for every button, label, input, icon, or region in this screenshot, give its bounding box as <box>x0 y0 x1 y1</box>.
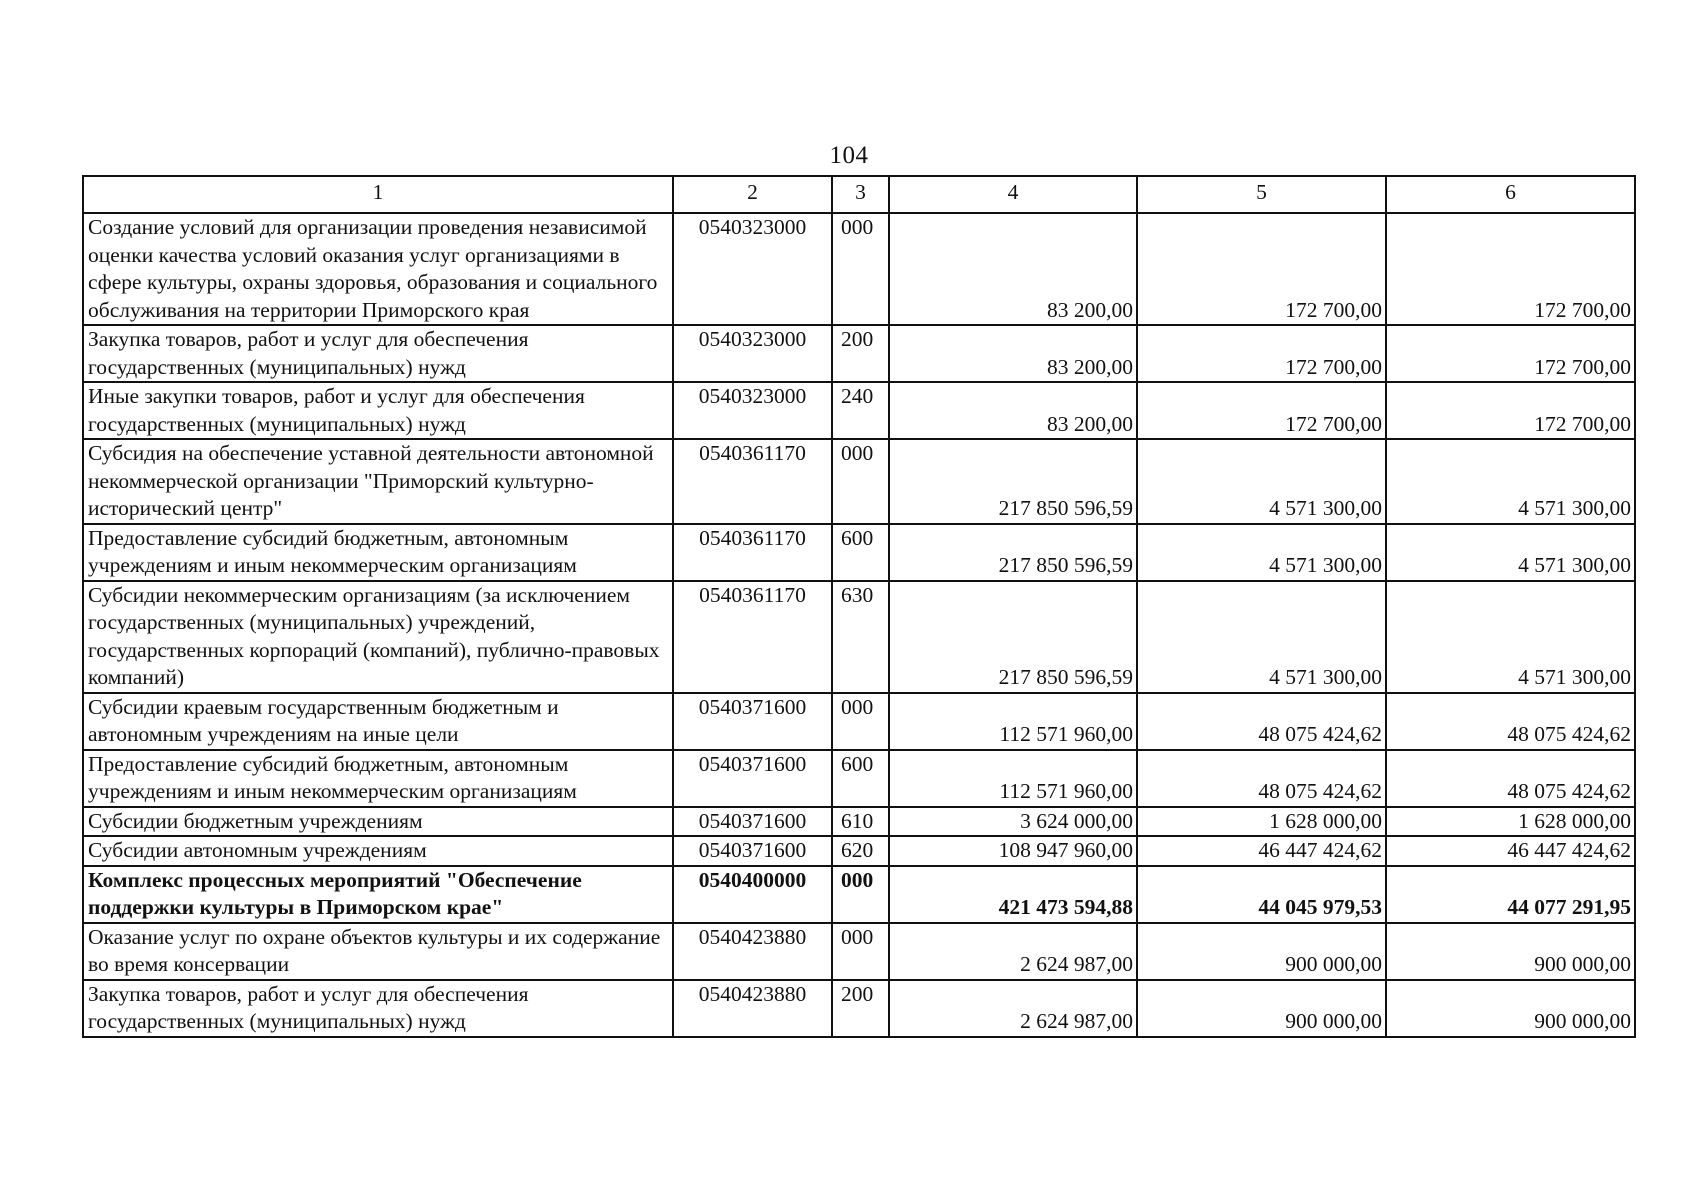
table-row <box>83 693 1635 750</box>
row-expense-type-cell: 600 <box>832 524 889 581</box>
row-code-cell: 0540371600 <box>673 750 832 807</box>
row-amount-col6-cell: 4 571 300,00 <box>1386 581 1635 693</box>
row-name-cell: Субсидии бюджетным учреждениям <box>83 807 673 837</box>
row-name-cell: Субсидии автономным учреждениям <box>83 836 673 866</box>
row-expense-type-cell: 620 <box>832 836 889 866</box>
row-code-cell: 0540323000 <box>673 213 832 325</box>
table-row <box>83 439 1635 524</box>
header-col-1: 1 <box>83 176 673 213</box>
row-amount-col5-cell: 172 700,00 <box>1137 213 1386 325</box>
row-amount-col6-cell: 900 000,00 <box>1386 923 1635 980</box>
row-amount-col5-cell: 4 571 300,00 <box>1137 581 1386 693</box>
table-row <box>83 807 1635 837</box>
row-expense-type-cell: 240 <box>832 382 889 439</box>
row-expense-type-cell: 200 <box>832 325 889 382</box>
row-expense-type-cell: 200 <box>832 980 889 1037</box>
row-amount-col4-cell: 421 473 594,88 <box>889 866 1137 923</box>
row-name-cell: Субсидии некоммерческим организациям (за исключением государственных (муниципальных) учреждений, государственных корпораций (компаний), публично-правовых компаний) <box>83 581 673 693</box>
row-amount-col4-cell: 83 200,00 <box>889 325 1137 382</box>
row-name-cell: Закупка товаров, работ и услуг для обеспечения государственных (муниципальных) нужд <box>83 325 673 382</box>
row-amount-col6-cell: 48 075 424,62 <box>1386 750 1635 807</box>
row-amount-col6-cell: 172 700,00 <box>1386 382 1635 439</box>
row-code-cell: 0540371600 <box>673 836 832 866</box>
table-row <box>83 750 1635 807</box>
header-col-3: 3 <box>832 176 889 213</box>
row-amount-col4-cell: 112 571 960,00 <box>889 693 1137 750</box>
row-amount-col4-cell: 108 947 960,00 <box>889 836 1137 866</box>
page-number: 104 <box>829 142 869 169</box>
row-amount-col4-cell: 2 624 987,00 <box>889 923 1137 980</box>
row-amount-col6-cell: 4 571 300,00 <box>1386 439 1635 524</box>
row-expense-type-cell: 000 <box>832 866 889 923</box>
row-amount-col4-cell: 217 850 596,59 <box>889 581 1137 693</box>
row-expense-type-cell: 000 <box>832 439 889 524</box>
row-amount-col6-cell: 46 447 424,62 <box>1386 836 1635 866</box>
row-code-cell: 0540371600 <box>673 807 832 837</box>
row-amount-col5-cell: 44 045 979,53 <box>1137 866 1386 923</box>
row-amount-col6-cell: 172 700,00 <box>1386 213 1635 325</box>
row-name-cell: Закупка товаров, работ и услуг для обеспечения государственных (муниципальных) нужд <box>83 980 673 1037</box>
row-expense-type-cell: 630 <box>832 581 889 693</box>
row-name-cell: Предоставление субсидий бюджетным, автономным учреждениям и иным некоммерческим организациям <box>83 750 673 807</box>
header-col-2: 2 <box>673 176 832 213</box>
row-code-cell: 0540323000 <box>673 382 832 439</box>
header-col-6: 6 <box>1386 176 1635 213</box>
table-row <box>83 980 1635 1037</box>
row-code-cell: 0540423880 <box>673 980 832 1037</box>
budget-table <box>82 175 1636 1038</box>
row-amount-col6-cell: 1 628 000,00 <box>1386 807 1635 837</box>
row-name-cell: Субсидия на обеспечение уставной деятельности автономной некоммерческой организации "Приморский культурно-исторический центр" <box>83 439 673 524</box>
row-amount-col5-cell: 48 075 424,62 <box>1137 693 1386 750</box>
row-amount-col4-cell: 83 200,00 <box>889 213 1137 325</box>
table-row <box>83 213 1635 325</box>
row-amount-col5-cell: 900 000,00 <box>1137 980 1386 1037</box>
row-expense-type-cell: 000 <box>832 693 889 750</box>
row-code-cell: 0540423880 <box>673 923 832 980</box>
row-code-cell: 0540323000 <box>673 325 832 382</box>
row-expense-type-cell: 610 <box>832 807 889 837</box>
row-amount-col6-cell: 900 000,00 <box>1386 980 1635 1037</box>
row-expense-type-cell: 000 <box>832 923 889 980</box>
row-name-cell: Комплекс процессных мероприятий "Обеспечение поддержки культуры в Приморском крае" <box>83 866 673 923</box>
row-code-cell: 0540400000 <box>673 866 832 923</box>
table-row <box>83 524 1635 581</box>
row-amount-col4-cell: 2 624 987,00 <box>889 980 1137 1037</box>
row-amount-col5-cell: 46 447 424,62 <box>1137 836 1386 866</box>
table-row <box>83 836 1635 866</box>
table-row <box>83 923 1635 980</box>
header-col-4: 4 <box>889 176 1137 213</box>
row-amount-col6-cell: 48 075 424,62 <box>1386 693 1635 750</box>
row-code-cell: 0540371600 <box>673 693 832 750</box>
row-amount-col5-cell: 1 628 000,00 <box>1137 807 1386 837</box>
row-amount-col4-cell: 3 624 000,00 <box>889 807 1137 837</box>
row-amount-col4-cell: 217 850 596,59 <box>889 524 1137 581</box>
row-amount-col4-cell: 83 200,00 <box>889 382 1137 439</box>
row-name-cell: Иные закупки товаров, работ и услуг для обеспечения государственных (муниципальных) нужд <box>83 382 673 439</box>
row-code-cell: 0540361170 <box>673 439 832 524</box>
row-name-cell: Оказание услуг по охране объектов культуры и их содержание во время консервации <box>83 923 673 980</box>
row-amount-col6-cell: 4 571 300,00 <box>1386 524 1635 581</box>
row-code-cell: 0540361170 <box>673 524 832 581</box>
row-expense-type-cell: 600 <box>832 750 889 807</box>
row-amount-col6-cell: 44 077 291,95 <box>1386 866 1635 923</box>
table-row <box>83 325 1635 382</box>
row-amount-col5-cell: 900 000,00 <box>1137 923 1386 980</box>
row-amount-col4-cell: 112 571 960,00 <box>889 750 1137 807</box>
row-amount-col5-cell: 48 075 424,62 <box>1137 750 1386 807</box>
row-name-cell: Субсидии краевым государственным бюджетным и автономным учреждениям на иные цели <box>83 693 673 750</box>
row-amount-col5-cell: 172 700,00 <box>1137 382 1386 439</box>
row-amount-col4-cell: 217 850 596,59 <box>889 439 1137 524</box>
row-name-cell: Создание условий для организации проведения независимой оценки качества условий оказания услуг организациями в сфере культуры, охраны здоровья, образования и социального обслуживания на территории Приморского края <box>83 213 673 325</box>
table-row <box>83 382 1635 439</box>
header-col-5: 5 <box>1137 176 1386 213</box>
table-row <box>83 866 1635 923</box>
table-row <box>83 581 1635 693</box>
row-name-cell: Предоставление субсидий бюджетным, автономным учреждениям и иным некоммерческим организациям <box>83 524 673 581</box>
row-code-cell: 0540361170 <box>673 581 832 693</box>
header-row <box>83 176 1635 213</box>
row-amount-col6-cell: 172 700,00 <box>1386 325 1635 382</box>
row-expense-type-cell: 000 <box>832 213 889 325</box>
row-amount-col5-cell: 4 571 300,00 <box>1137 439 1386 524</box>
row-amount-col5-cell: 172 700,00 <box>1137 325 1386 382</box>
row-amount-col5-cell: 4 571 300,00 <box>1137 524 1386 581</box>
